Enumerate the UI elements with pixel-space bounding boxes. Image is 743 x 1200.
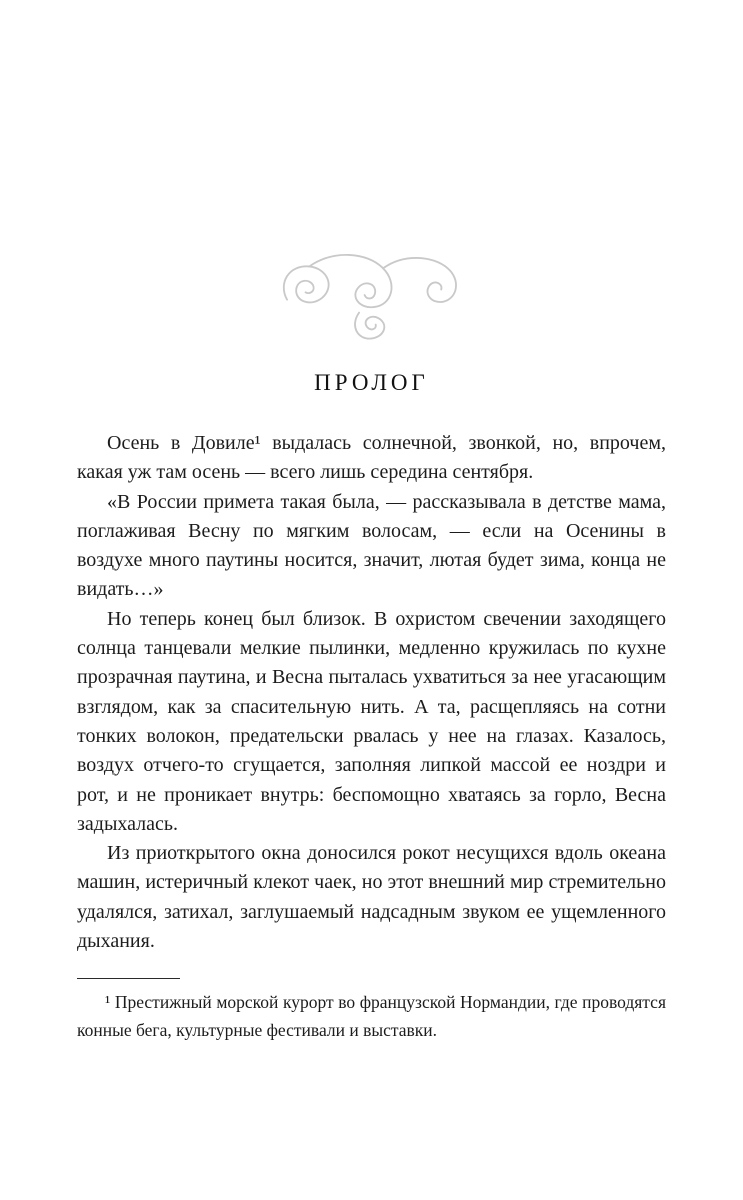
paragraph: Из приоткрытого окна доносился рокот несущихся вдоль океана машин, истеричный клекот чаек, но этот внешний мир стремительно удалялся, затихал, заглушаемый надсадным звуком ее ущемленного дыхания.	[77, 842, 666, 953]
paragraph: Осень в Довиле¹ выдалась солнечной, звонкой, но, впрочем, какая уж там осень — всего лишь середина сентября.	[77, 432, 666, 484]
paragraph: Но теперь конец был близок. В охристом свечении заходящего солнца танцевали мелкие пылинки, медленно кружилась по кухне прозрачная паутина, и Весна пыталась ухватиться за нее угасающим взглядом, как за спасительную нить. А та, расщепляясь на сотни тонких волокон, предательски рвалась у нее на глазах. Казалось, воздух отчего-то сгущается, заполняя липкой массой ее ноздри и рот, и не проникает внутрь: беспомощно хватаясь за горло, Весна задыхалась.	[77, 607, 666, 835]
footnote-section	[77, 978, 666, 1044]
ornament-container	[77, 0, 666, 344]
chapter-title: ПРОЛОГ	[314, 370, 429, 395]
flourish-icon	[270, 248, 474, 344]
footnote-text: ¹ Престижный морской курорт во французской Нормандии, где проводятся конные бега, культурные фестивали и выставки.	[77, 992, 666, 1040]
paragraph: «В России примета такая была, — рассказывала в детстве мама, поглаживая Весну по мягким волосам, — если на Осенины в воздухе много паутины носится, значит, лютая будет зима, конца не видать…»	[77, 490, 666, 601]
chapter-body	[77, 429, 666, 956]
footnote-divider	[77, 978, 180, 979]
